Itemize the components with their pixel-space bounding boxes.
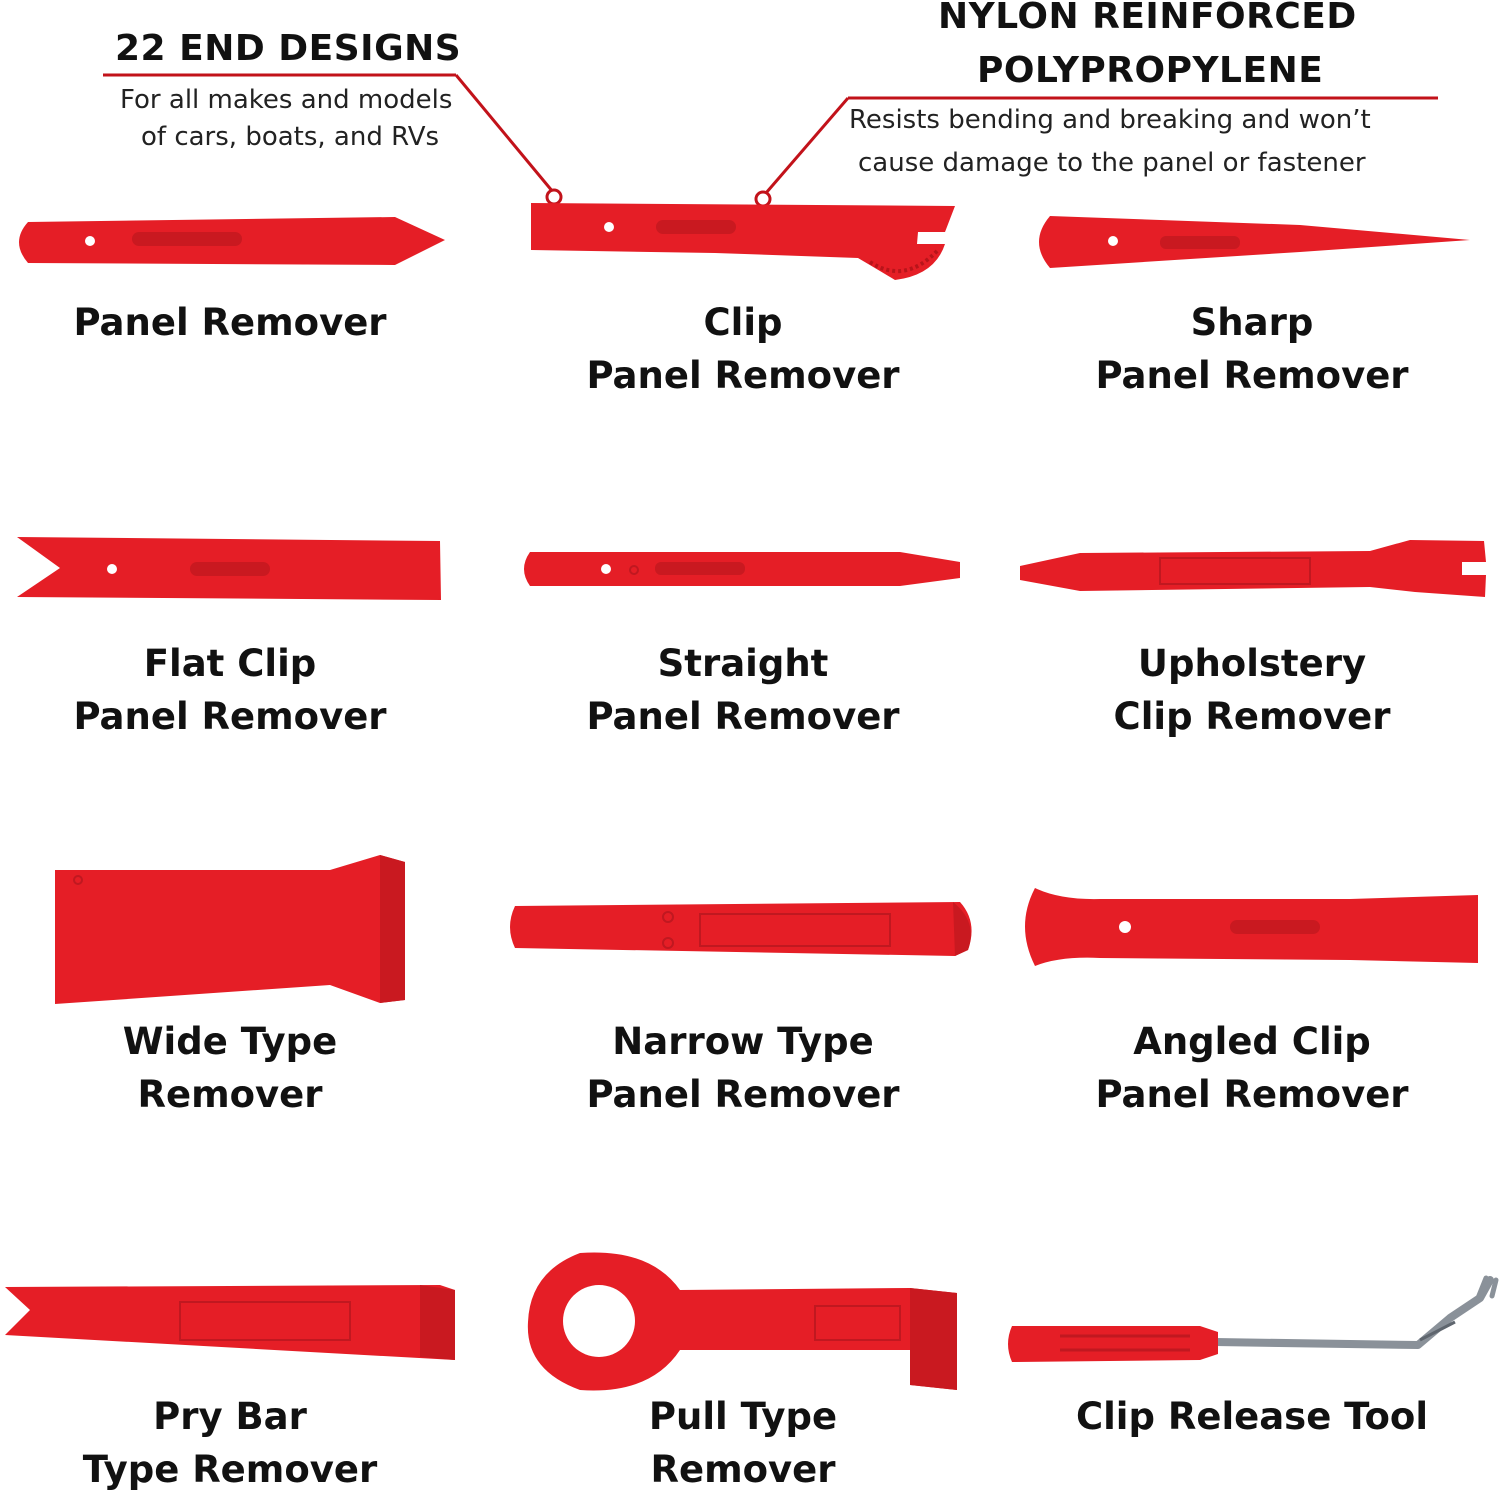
tool-label-clip-release-tool [1022,1390,1482,1443]
tool-label-straight-panel-remover [513,637,973,743]
pull-type-remover-icon [528,1252,957,1390]
narrow-type-panel-remover-icon [510,902,972,956]
tool-label-line1: Flat Clip [143,642,317,685]
tool-label-line2: Panel Remover [586,354,900,397]
tool-label-line2: Panel Remover [1095,1073,1409,1116]
material-heading-line2: POLYPROPYLENE [977,50,1324,91]
tool-label-clip-panel-remover [513,296,973,402]
tool-label-line2: Panel Remover [1095,354,1409,397]
tool-label-line1: Pull Type [648,1395,838,1438]
material-leader-line [756,98,1438,206]
tool-label-line1: Narrow Type [612,1020,874,1063]
tool-label-line1: Angled Clip [1133,1020,1371,1063]
pry-bar-type-remover-icon [5,1285,455,1360]
angled-clip-panel-remover-icon [1025,888,1478,966]
straight-panel-remover-icon [524,552,960,586]
upholstery-clip-remover-icon [1020,540,1486,597]
material-description-line2: cause damage to the panel or fastener [858,148,1366,178]
tool-label-flat-clip-panel-remover [0,637,460,743]
tool-label-line1: Straight [657,642,829,685]
tool-label-upholstery-clip-remover [1022,637,1482,743]
tool-label-line1: Clip [703,301,783,344]
material-heading-line1: NYLON REINFORCED [938,0,1357,37]
tool-label-line1: Pry Bar [153,1395,307,1438]
tool-label-panel-remover [0,296,460,349]
tool-label-line1: Panel Remover [73,301,387,344]
clip-panel-remover-icon [531,203,955,280]
tool-label-line2: Remover [650,1448,836,1491]
tool-label-wide-type-remover [0,1015,460,1121]
tool-label-line2: Panel Remover [586,695,900,738]
sharp-panel-remover-icon [1039,216,1470,268]
material-description-line1: Resists bending and breaking and won’t [849,105,1371,135]
tool-label-angled-clip-panel-remover [1022,1015,1482,1121]
tool-label-pull-type-remover [513,1390,973,1496]
tool-label-line2: Panel Remover [586,1073,900,1116]
flat-clip-panel-remover-icon [17,537,441,600]
end-designs-leader-line [103,75,561,204]
tool-label-line2: Type Remover [82,1448,378,1491]
end-designs-description-line1: For all makes and models [120,85,453,115]
tool-label-pry-bar-type-remover [0,1390,460,1496]
tool-label-line1: Upholstery [1137,642,1367,685]
end-designs-description-line2: of cars, boats, and RVs [141,122,440,152]
end-designs-heading: 22 END DESIGNS [115,28,462,69]
tool-label-line1: Wide Type [122,1020,338,1063]
tool-label-line2: Remover [137,1073,323,1116]
tool-label-line2: Clip Remover [1113,695,1391,738]
tool-label-sharp-panel-remover [1022,296,1482,402]
tool-label-line2: Panel Remover [73,695,387,738]
tool-label-line1: Sharp [1190,301,1314,344]
wide-type-remover-icon [55,855,405,1004]
clip-release-tool-icon [1008,1278,1496,1362]
tool-label-line1: Clip Release Tool [1075,1395,1429,1438]
panel-remover-icon [19,217,445,265]
tool-label-narrow-type-panel-remover [513,1015,973,1121]
